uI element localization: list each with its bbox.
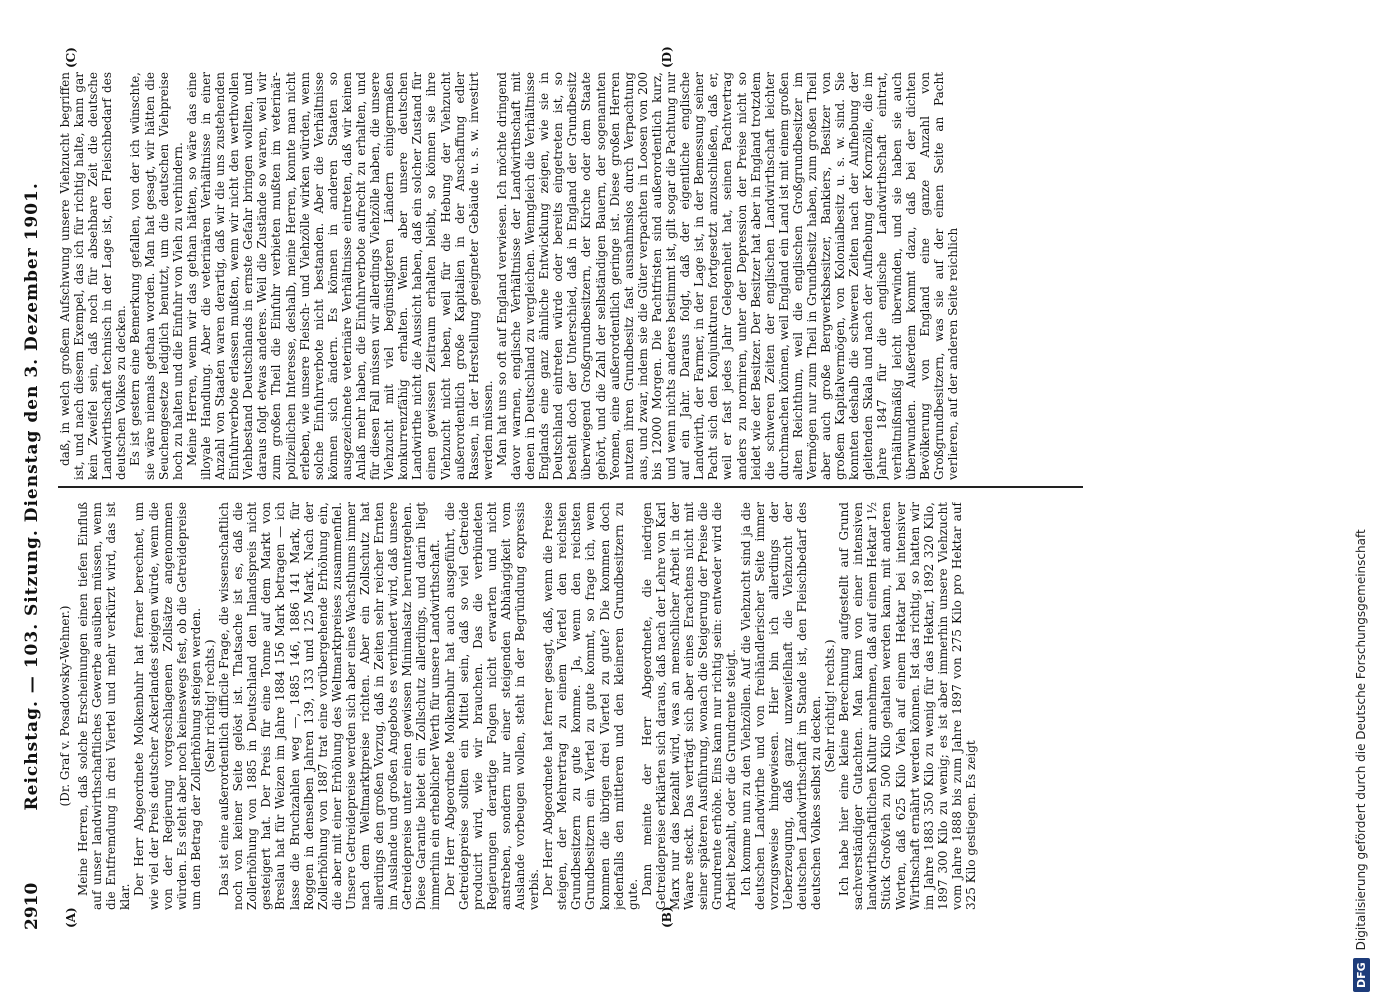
page-number: 2910 (22, 882, 42, 930)
paragraph: Der Herr Abgeordnete hat ferner gesagt, daß, wenn die Preise steigen, der Mehrertrag zu einem Viertel den reichsten Grundbesitzern zu gute komme. Ja, wenn den reichsten Grundbesitzern ein Viertel zu gute kommt, so frage ich, wem kommen die übrigen drei Viertel zu gute? Die kommen doch jedenfalls den mittleren und den kleineren Grundbesitzern zu gute. (541, 502, 640, 910)
paragraph: Der Herr Abgeordnete Molkenbuhr hat ferner berechnet, um wie viel der Preis deutscher Ackerlandes steigen würde, wenn die von der Regierung vorgeschlagenen Zollsätze angenommen würden. Es steht aber noch keineswegs fest, ob die Getreidepreise um den Betrag der Zollerhöhung steigen werden. (132, 502, 203, 910)
paragraph: Ich habe hier eine kleine Berechnung aufgestellt auf Grund sachverständiger Gutachten. Man kann von einer intensiven landwirthschaftlichen Kultur annehmen, daß auf einem Hektar 1½ Stück Großvieh zu 500 Kilo gehalten werden kann, mit anderen Worten, daß 625 Kilo Vieh auf einem Hektar bei intensiver Wirthschaft ernährt werden können. Ist das richtig, so hatten wir im Jahre 1883 350 Kilo zu wenig für das Hektar, 1892 320 Kilo, 1897 300 Kilo zu wenig; es ist aber immerhin unsere Viehzucht vom Jahre 1888 bis zum Jahre 1897 von 275 Kilo pro Hektar auf 325 Kilo gestiegen. Es zeigt (837, 502, 978, 910)
paragraph: Meine Herren, daß solche Erscheinungen einen tiefen Einfluß auf unser landwirthschaftliches Gewerbe ausüben müssen, wenn die Entfremdung in drei Viertel und mehr verkürzt wird, das ist klar. (76, 502, 133, 910)
margin-marker-a: (A) (64, 907, 78, 928)
paragraph: Dann meinte der Herr Abgeordnete, die niedrigen Getreidepreise erklärten sich daraus, daß nach der Lehre von Karl Marx nur das bezahlt wird, was an menschlicher Arbeit in der Waare steckt. Das verträgt sich aber eines Erachtens nicht mit seiner späteren Ausführung, wonach die Steigerung der Preise die Grundrente erhöhe. Eins kann nur richtig sein: entweder wird die Arbeit bezahlt, oder die Grundrente steigt. (639, 502, 739, 910)
paragraph: daß, in welch großem Aufschwung unsere Viehzucht begriffen ist, und nach diesem Exempel, das ich für richtig halte, kann gar kein Zweifel sein, daß noch für absehbare Zeit die deutsche Landwirthschaft technisch in der Lage ist, den Fleischbedarf des deutschen Volkes zu decken. (58, 72, 129, 480)
paragraph: Ich komme nun zu den Viehzöllen. Auf die Viehzucht sind ja die deutschen Landwirthe und von freihändlerischer Seite immer vorzugsweise hingewiesen. Hier bin ich allerdings der Ueberzeugung, daß ganz unzweifelhaft die Viehzucht der deutschen Landwirthschaft im Stande ist, den Fleischbedarf des deutschen Volkes selbst zu decken. (738, 502, 823, 910)
paragraph: Es ist gestern eine Bemerkung gefallen, von der ich wünschte, sie wäre niemals gethan worden. Man hat gesagt, wir hätten die Seuchengesetze lediglich benutzt, um die deutschen Viehpreise hoch zu halten und die Einfuhr von Vieh zu verhindern. (128, 72, 185, 480)
paragraph: Meine Herren, wenn wir das gethan hätten, so wäre das eine illoyale Handlung. Aber die veterinären Verhältnisse in einer Anzahl von Staaten waren derartig, daß wir die uns zustehenden Einfuhrverbote erlassen mußten, wenn wir nicht den werthvollen Viehbestand Deutschlands in ernste Gefahr bringen wollten, und daraus folgt etwas anderes. Weil die Zustände so waren, weil wir zum großen Theil die Einfuhr verbieten mußten im veterinär-polizeilichen Interesse, deshalb, meine Herren, konnte man nicht erleben, wie unsere Fleisch- und Viehzölle wirken würden, wenn solche Einfuhrverbote nicht bestanden. Aber die Verhältnisse können sich ändern. Es können in anderen Staaten so ausgezeichnete veterinäre Verhältnisse eintreten, daß wir keinen Anlaß mehr haben, die Einfuhrverbote aufrecht zu erhalten, und für diesen Fall müssen wir allerdings Viehzölle haben, die unsere Viehzucht mit viel begünstigteren Ländern einigermaßen konkurrenzfähig erhalten. Wenn aber unsere deutschen Landwirthe nicht die Aussicht haben, daß ein solcher Zustand für einen gewissen Zeitraum erhalten bleibt, so können sie ihre Viehzucht nicht heben, weil für die Hebung der Viehzucht außerordentlich große Kapitalien in der Anschaffung edler Rassen, in der Herstellung geeigneter Gebäude u. s. w. investirt werden müssen. (184, 72, 495, 480)
paragraph: Das ist eine außerordentlich difficile Frage, die wissenschaftlich noch von keiner Seite gelöst ist. Thatsache ist es, daß die Zollerhöhung von 1885 in Deutschland den Inlandspreis nicht gesteigert hat. Der Preis für eine Tonne auf dem Markt von Breslau hat für Weizen im Jahre 1884 156 Mark betragen — ich lasse die Bruchzahlen weg —, 1885 146, 1886 141 Mark, für Roggen in denselben Jahren 139, 133 und 125 Mark. Nach der Zollerhöhung von 1887 trat eine vorübergehende Erhöhung ein, die aber mit einer Erhöhung des Weltmarktpreises zusammenfiel. Unsere Getreidepreise werden sich aber eines Wachsthums immer nach dem Weltmarktpreise richten. Aber ein Zollschutz hat allerdings den großen Vorzug, daß in Zeiten sehr reicher Ernten im Auslande und großen Angebots es verhindert wird, daß unsere Getreidepreise unter einen gewissen Minimalsatz heruntergehen. Diese Garantie bietet ein Zollschutz allerdings, und darin liegt immerhin ein erheblicher Werth für unsere Landwirthschaft. (217, 502, 443, 910)
paragraph: Man hat uns so oft auf England verwiesen. Ich möchte dringend davor warnen, englische Verhältnisse der Landwirthschaft mit denen in Deutschland zu vergleichen. Wenngleich die Verhältnisse Englands eine ganz ähnliche Entwicklung zeigen, wie sie in Deutschland eintreten würde oder bereits eingetreten ist, so besteht doch der Unterschied, daß in England der Grundbesitz überwiegend Großgrundbesitzern, der Kirche oder dem Staate gehört, und die Zahl der selbständigen Bauern, der sogenannten Yeomen, eine außerordentlich geringe ist. Diese großen Herren nutzen ihren Grundbesitz fast ausnahmslos durch Verpachtung aus, und zwar, indem sie die Güter verpachten in Loosen von 200 bis 12000 Morgen. Die Pachtfristen sind außerordentlich kurz, und wenn nichts anderes bestimmt ist, gilt sogar die Pachtung nur auf ein Jahr. Daraus folgt, daß der eigentliche englische Landwirth, der Farmer, in der Lage ist, in der Bemessung seiner Pacht sich den Konjunkturen fortgesetzt anzuschließen, daß er, weil er fast jedes Jahr Gelegenheit hat, seinen Pachtvertrag anders zu normiren, unter der Depression der Preise nicht so leidet wie der Besitzer. Der Besitzer hat aber in England trotzdem die schweren Zeiten der englischen Landwirthschaft leichter durchmachen können, weil England ein Land ist mit einem großen alten Reichthum, weil die englischen Großgrundbesitzer im Vermögen nur zum Theil in Grundbesitz haben, zum großen Theil aber auch große Bergwerksbesitzer, Bankiers, Besitzer von großem Kapitalvermögen, von Kolonialbesitz u. s. w. sind. Sie konnten deshalb die schweren Zeiten nach der Aufhebung der gleitenden Skala und nach der Aufhebung der Kornzölle, die im Jahre 1847 für die englische Landwirthschaft eintrat, verhältnißmäßig leicht überwinden, und sie haben sie auch überwunden. Außerdem kommt dazu, daß bei der dichten Bevölkerung von England eine ganze Anzahl von Großgrundbesitzern, was sie auf der einen Seite an Pacht verlieren, auf der anderen Seite reichlich (494, 72, 960, 480)
interjection: (Sehr richtig! rechts.) (823, 639, 838, 773)
right-column (58, 72, 1303, 480)
dfg-logo: DFG (1353, 958, 1370, 992)
margin-marker-d: (D) (660, 46, 674, 68)
column-divider (58, 486, 1083, 488)
page-header (20, 70, 44, 930)
interjection: (Sehr richtig! rechts.) (202, 639, 217, 773)
paragraph: Der Herr Abgeordnete Molkenbuhr hat auch ausgeführt, die Getreidepreise sollten ein Mittel sein, daß so viel Getreide producirt wird, wie wir brauchen. Das die verbündeten Regierungen derartige Folgen nicht erwarten und nicht anstreben, sondern nur einer steigenden Abhängigkeit vom Auslande vorbeugen wollen, steht in der Begründung expressis verbis. (442, 502, 542, 910)
digitization-footer (1349, 0, 1373, 1000)
page-title: Reichstag. — 103. Sitzung. Dienstag den 3. Dezember 1901. (22, 182, 42, 811)
digitization-credit: Digitalisierung gefördert durch die Deutsche Forschungsgemeinschaft (1354, 529, 1368, 951)
speaker-line: (Dr. Graf v. Posadowsky-Wehner.) (58, 605, 72, 807)
margin-marker-c: (C) (64, 47, 78, 68)
margin-marker-b: (B) (660, 906, 674, 928)
left-column (58, 502, 1303, 910)
